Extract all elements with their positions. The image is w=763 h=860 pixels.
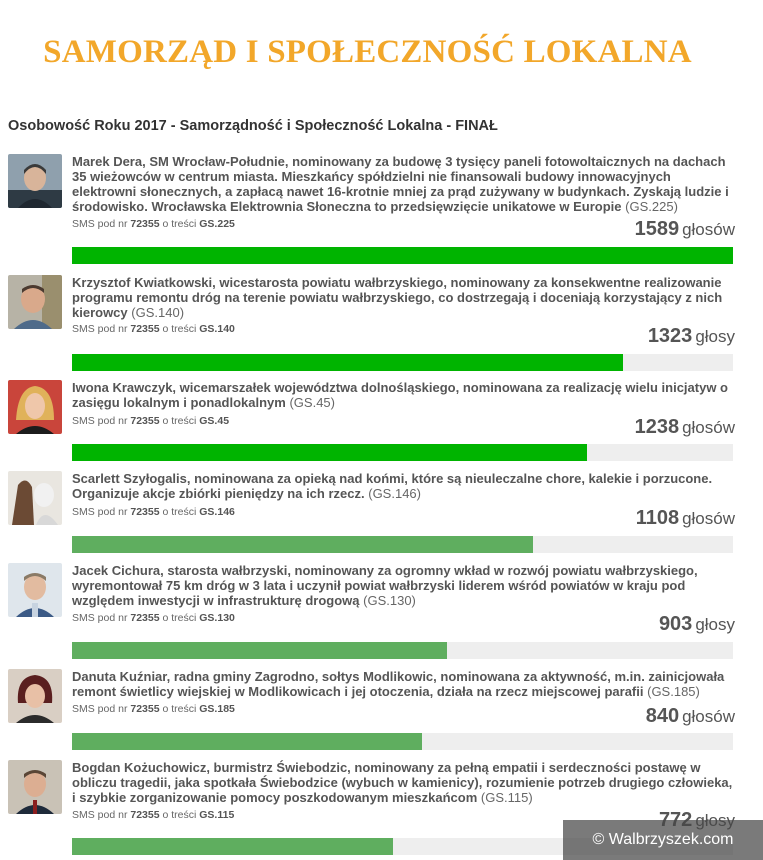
candidate-text: Krzysztof Kwiatkowski, wicestarosta powiatu wałbrzyskiego, nominowany za konsekwentne realizowanie programu remontu dróg na terenie powiatu wałbrzyskiego, co dostrzegają i doceniają korzystający z nich kierowcy: [72, 275, 723, 320]
sms-number: 72355: [130, 506, 160, 518]
candidate-photo: [8, 380, 62, 434]
sms-middle: o treści: [162, 612, 197, 624]
sms-middle: o treści: [162, 506, 197, 518]
candidate-code: (GS.225): [625, 199, 678, 214]
candidate-photo: [8, 275, 62, 329]
sms-middle: o treści: [162, 809, 197, 821]
candidate-entry: [8, 563, 735, 663]
vote-bar: [72, 247, 733, 264]
candidate-text: Danuta Kuźniar, radna gminy Zagrodno, sołtys Modlikowic, nominowana za aktywność, m.in. zainicjowała remont świetlicy wiejskiej w Modlikowicach i jej otoczenia, działa na rzecz miejscowej parafii: [72, 669, 725, 699]
candidate-description: [72, 563, 736, 608]
candidate-description: [72, 669, 736, 699]
candidate-entry: [8, 275, 735, 375]
sms-number: 72355: [130, 218, 160, 230]
sms-instruction: [72, 415, 229, 427]
vote-unit: głosy: [695, 615, 735, 634]
sms-code: GS.225: [199, 218, 235, 230]
sms-prefix: SMS pod nr: [72, 809, 128, 821]
vote-count: [635, 416, 735, 439]
sms-number: 72355: [130, 415, 160, 427]
vote-bar-fill: [72, 444, 587, 461]
vote-count: [635, 218, 735, 241]
sms-number: 72355: [130, 809, 160, 821]
vote-number: 1323: [647, 325, 693, 347]
sms-prefix: SMS pod nr: [72, 612, 128, 624]
vote-bar: [72, 733, 733, 750]
sms-middle: o treści: [162, 323, 197, 335]
candidate-code: (GS.140): [131, 305, 185, 320]
candidate-photo: [8, 154, 62, 208]
vote-unit: głosów: [682, 509, 735, 528]
candidate-photo: [8, 563, 62, 617]
sms-instruction: [72, 506, 235, 518]
vote-count: [659, 613, 735, 636]
vote-bar: [72, 642, 733, 659]
sms-instruction: [72, 323, 235, 335]
sms-prefix: SMS pod nr: [72, 703, 128, 715]
vote-number: 903: [658, 613, 693, 635]
sms-code: GS.45: [199, 415, 230, 427]
vote-unit: głosów: [682, 707, 735, 726]
sms-code: GS.140: [199, 323, 235, 335]
vote-count: [636, 507, 735, 530]
candidate-description: [72, 760, 736, 805]
sms-code: GS.115: [199, 809, 235, 821]
sms-number: 72355: [130, 612, 160, 624]
vote-unit: głosy: [695, 327, 735, 346]
vote-bar: [72, 536, 733, 553]
vote-unit: głosów: [682, 418, 735, 437]
sms-code: GS.185: [199, 703, 235, 715]
candidate-entry: [8, 669, 735, 753]
sms-middle: o treści: [162, 703, 197, 715]
vote-bar-fill: [72, 733, 422, 750]
vote-unit: głosów: [682, 220, 735, 239]
candidate-entry: [8, 154, 735, 268]
candidate-code: (GS.146): [368, 486, 421, 501]
candidate-description: [72, 275, 736, 320]
sms-instruction: [72, 809, 234, 821]
vote-bar: [72, 444, 733, 461]
candidate-text: Scarlett Szyłogalis, nominowana za opieką nad końmi, które są nieuleczalne chore, kalekie i porzucone. Organizuje akcje zbiórki pieniędzy na ich rzecz.: [72, 471, 713, 501]
candidate-description: [72, 380, 736, 410]
sms-middle: o treści: [162, 415, 197, 427]
vote-bar-fill: [72, 838, 393, 855]
candidate-entry: [8, 380, 735, 464]
vote-bar-fill: [72, 354, 623, 371]
sms-instruction: [72, 703, 235, 715]
sms-number: 72355: [130, 703, 160, 715]
candidate-text: Bogdan Kożuchowicz, burmistrz Świebodzic, nominowany za pełną empatii i serdeczności postawę w obliczu tragedii, jaka spotkała Świebodzice (wybuch w kamienicy), rozumienie potrzeb drugiego człowieka, i szybkie zorganizowanie pomocy poszkodowanym mieszkańcom: [72, 760, 733, 805]
section-title: Osobowość Roku 2017 - Samorządność i Społeczność Lokalna - FINAŁ: [8, 118, 498, 134]
sms-prefix: SMS pod nr: [72, 506, 128, 518]
vote-number: 1238: [634, 416, 680, 438]
candidate-text: Iwona Krawczyk, wicemarszałek województwa dolnośląskiego, nominowana za realizację wielu inicjatyw o zasięgu lokalnym i ponadlokalnym: [72, 380, 728, 410]
sms-prefix: SMS pod nr: [72, 415, 128, 427]
candidate-photo: [8, 760, 62, 814]
vote-count: [648, 325, 735, 348]
candidate-description: [72, 471, 736, 501]
candidate-text: Marek Dera, SM Wrocław-Południe, nominowany za budowę 3 tysięcy paneli fotowoltaicznych na dachach 35 wieżowców w centrum miasta. Mieszkańcy spółdzielni nie finansowali budowy innowacyjnych elektrowni słonecznych, a zapłacą nawet 16-krotnie mniej za prąd zużywany w budynkach. Zyskają ludzie i środowisko. Wrocławska Elektrownia Słoneczna to przedsięwzięcie unikatowe w Europie: [72, 154, 729, 214]
vote-count: [646, 705, 735, 728]
candidate-photo: [8, 669, 62, 723]
sms-middle: o treści: [162, 218, 197, 230]
sms-instruction: [72, 218, 235, 230]
sms-prefix: SMS pod nr: [72, 323, 128, 335]
candidate-photo: [8, 471, 62, 525]
sms-code: GS.130: [199, 612, 235, 624]
vote-number: 840: [645, 705, 680, 727]
vote-number: 1589: [634, 218, 680, 240]
vote-bar-fill: [72, 247, 733, 264]
candidate-entry: [8, 471, 735, 555]
sms-code: GS.146: [199, 506, 235, 518]
candidate-code: (GS.130): [363, 593, 416, 608]
vote-bar: [72, 354, 733, 371]
vote-bar-fill: [72, 642, 447, 659]
candidate-code: (GS.115): [480, 790, 533, 805]
vote-bar-fill: [72, 536, 533, 553]
sms-prefix: SMS pod nr: [72, 218, 128, 230]
candidate-code: (GS.185): [647, 684, 700, 699]
sms-number: 72355: [130, 323, 160, 335]
candidate-description: [72, 154, 736, 214]
watermark: © Walbrzyszek.com: [563, 820, 763, 860]
candidate-text: Jacek Cichura, starosta wałbrzyski, nominowany za ogromny wkład w rozwój powiatu wałbrzyskiego, wyremontował 75 km dróg w 3 lata i uczynił powiat wałbrzyski liderem wśród powiatów w kraju pod względem inwestycji w infrastrukturę drogową: [72, 563, 698, 608]
sms-instruction: [72, 612, 235, 624]
candidate-code: (GS.45): [289, 395, 335, 410]
vote-number: 1108: [635, 507, 680, 529]
page-title: SAMORZĄD I SPOŁECZNOŚĆ LOKALNA: [43, 34, 692, 70]
